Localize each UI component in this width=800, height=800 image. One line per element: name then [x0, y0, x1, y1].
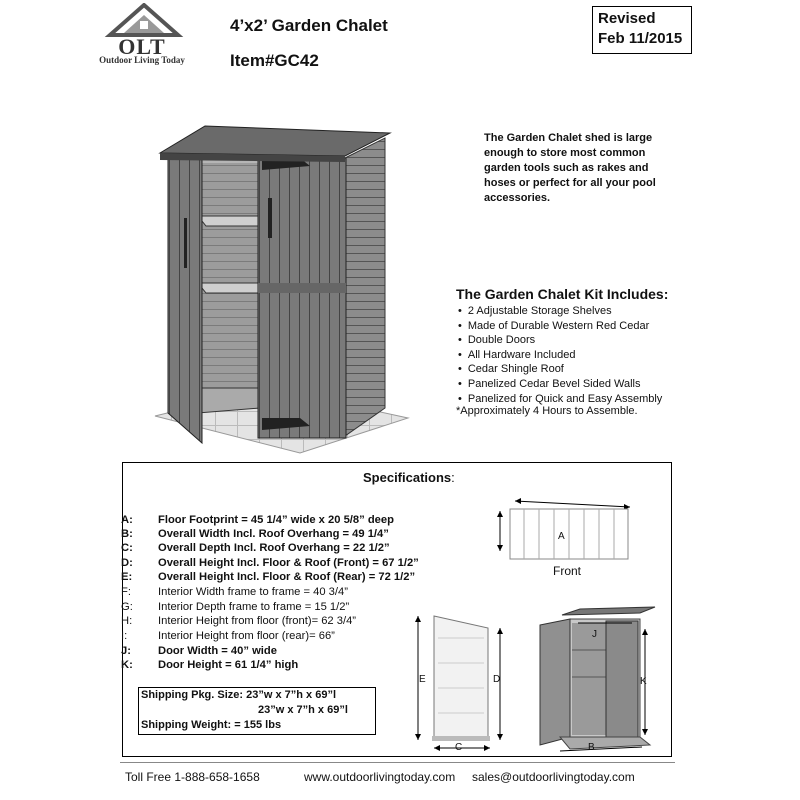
revision-label: Revised — [598, 10, 656, 27]
shipping-size-2: 23”w x 7”h x 69”l — [258, 704, 348, 716]
kit-title: The Garden Chalet Kit Includes: — [456, 286, 669, 302]
floor-front-diagram — [490, 495, 640, 575]
logo-text: OLT — [118, 34, 166, 59]
spec-value: Floor Footprint = 45 1/4” wide x 20 5/8” deep — [158, 514, 394, 526]
spec-key: G: — [121, 601, 133, 613]
item-number: Item#GC42 — [230, 51, 319, 70]
spec-row — [121, 600, 349, 614]
spec-value: Interior Depth frame to frame = 15 1/2” — [158, 601, 350, 613]
footer-divider — [120, 762, 675, 763]
spec-key: K: — [121, 659, 133, 671]
dimension-label-a: A — [558, 531, 565, 542]
product-title: 4’x2’ Garden Chalet — [230, 16, 388, 35]
spec-value: Interior Height from floor (rear)= 66” — [158, 630, 335, 642]
spec-key: F: — [121, 586, 131, 598]
spec-row — [121, 658, 298, 672]
kit-item: • Panelized Cedar Bevel Sided Walls — [456, 377, 662, 392]
spec-key: H: — [121, 615, 133, 627]
spec-value: Interior Width frame to frame = 40 3/4” — [158, 586, 348, 598]
spec-row — [121, 585, 348, 599]
spec-value: Interior Height from floor (front)= 62 3/4” — [158, 615, 357, 627]
spec-key: C: — [121, 542, 133, 554]
front-label: Front — [553, 564, 582, 578]
spec-key: B: — [121, 528, 133, 540]
open-shed-diagram — [530, 605, 670, 755]
dimension-label-d: D — [493, 674, 501, 685]
specifications-title-colon: : — [451, 470, 455, 485]
kit-item: • Double Doors — [456, 333, 662, 348]
dimension-label-k: K — [640, 676, 647, 687]
spec-value: Overall Height Incl. Floor & Roof (Rear) = 72 1/2” — [158, 571, 416, 583]
product-description: The Garden Chalet shed is large enough to store most common garden tools such as rakes and hoses or perfect for all your pool accessories. — [484, 132, 656, 204]
spec-row — [121, 541, 390, 555]
spec-row — [121, 527, 389, 541]
spec-key: D: — [121, 557, 133, 569]
spec-value: Overall Height Incl. Floor & Roof (Front) = 67 1/2” — [158, 557, 419, 569]
spec-value: Overall Width Incl. Roof Overhang = 49 1/4” — [158, 528, 389, 540]
logo-subtitle: Outdoor Living Today — [99, 55, 185, 65]
kit-item: • Panelized for Quick and Easy Assembly — [456, 392, 662, 407]
spec-row — [121, 513, 394, 527]
kit-item: • Cedar Shingle Roof — [456, 362, 662, 377]
revision-date: Feb 11/2015 — [598, 30, 683, 47]
kit-item: • Made of Durable Western Red Cedar — [456, 319, 662, 334]
spec-key: E: — [121, 571, 133, 583]
kit-item: • 2 Adjustable Storage Shelves — [456, 304, 662, 319]
footer-email-link[interactable]: sales@outdoorlivingtoday.com — [472, 770, 635, 784]
specifications-title-text: Specifications — [363, 470, 452, 485]
footer-website-link[interactable]: www.outdoorlivingtoday.com — [304, 770, 456, 784]
spec-key: I: — [121, 630, 128, 642]
dimension-label-b: B — [588, 742, 595, 753]
spec-row — [121, 556, 419, 570]
spec-value: Overall Depth Incl. Roof Overhang = 22 1/2” — [158, 542, 390, 554]
footer-phone: Toll Free 1-888-658-1658 — [125, 770, 260, 784]
revision-box — [592, 6, 692, 54]
spec-key: J: — [121, 645, 131, 657]
shipping-weight: Shipping Weight: = 155 lbs — [141, 719, 282, 731]
dimension-label-j: J — [592, 629, 597, 640]
shipping-size: Shipping Pkg. Size: 23”w x 7”h x 69”l — [141, 689, 336, 701]
kit-item: • All Hardware Included — [456, 348, 662, 363]
specifications-title — [363, 470, 455, 485]
spec-row — [121, 644, 277, 658]
dimension-label-e: E — [419, 674, 426, 685]
spec-row — [121, 614, 356, 628]
assembly-note: *Approximately 4 Hours to Assemble. — [456, 405, 638, 417]
dimension-label-c: C — [455, 742, 463, 753]
spec-row — [121, 570, 415, 584]
spec-value: Door Width = 40” wide — [158, 645, 277, 657]
spec-row — [121, 629, 335, 643]
spec-key: A: — [121, 514, 133, 526]
spec-value: Door Height = 61 1/4” high — [158, 659, 299, 671]
kit-list — [456, 304, 662, 406]
shed-illustration — [150, 118, 412, 463]
